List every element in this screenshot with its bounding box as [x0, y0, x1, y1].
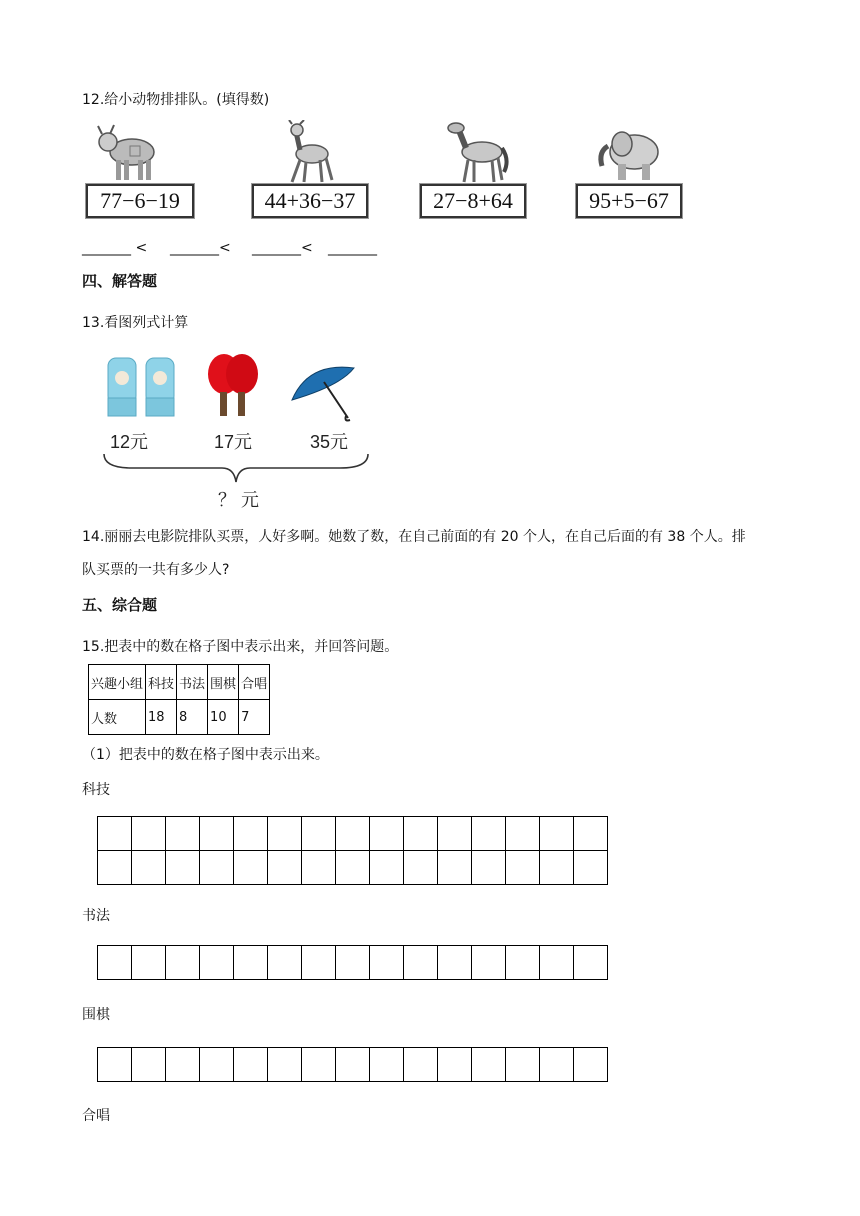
grid-cell[interactable]: [336, 946, 370, 980]
total-price: ？ 元: [218, 490, 260, 510]
grid-cell[interactable]: [234, 1048, 268, 1082]
grid-cell[interactable]: [438, 851, 472, 885]
q15-sub1: （1）把表中的数在格子图中表示出来。: [82, 747, 329, 763]
q13-title: 13.看图列式计算: [82, 315, 189, 331]
grid-cell[interactable]: [166, 1048, 200, 1082]
interest-group-table: [88, 664, 270, 735]
grid-cell[interactable]: [302, 946, 336, 980]
table-cell: 10: [208, 700, 239, 735]
q14-line1: 14.丽丽去电影院排队买票，人好多啊。她数了数，在自己前面的有 20 个人，在自己后面的有 38 个人。排: [82, 529, 746, 545]
blank-4[interactable]: _______: [328, 240, 377, 256]
table-cell: 8: [177, 700, 208, 735]
grid-cell[interactable]: [166, 851, 200, 885]
grid-cell[interactable]: [506, 817, 540, 851]
grid-cell[interactable]: [132, 851, 166, 885]
group-label-go: 围棋: [82, 1007, 110, 1023]
grid-cell[interactable]: [472, 946, 506, 980]
grid-cell[interactable]: [370, 1048, 404, 1082]
grid-cell[interactable]: [438, 817, 472, 851]
grid-cell[interactable]: [540, 1048, 574, 1082]
table-header-cell: 书法: [177, 665, 208, 700]
grid-cell[interactable]: [98, 851, 132, 885]
expr-horse: 27−8+64: [420, 184, 526, 218]
gloves-icon: [104, 354, 180, 424]
grid-cell[interactable]: [302, 1048, 336, 1082]
grid-cell[interactable]: [234, 946, 268, 980]
umbrella-icon: [288, 360, 360, 428]
grid-cell[interactable]: [472, 1048, 506, 1082]
grid-tech[interactable]: [97, 816, 608, 885]
grid-cell[interactable]: [200, 851, 234, 885]
grid-cell[interactable]: [506, 851, 540, 885]
grid-cell[interactable]: [438, 1048, 472, 1082]
grid-cell[interactable]: [370, 817, 404, 851]
grid-cell[interactable]: [268, 817, 302, 851]
table-header-row: [89, 665, 270, 700]
grid-cell[interactable]: [166, 817, 200, 851]
grid-cell[interactable]: [268, 851, 302, 885]
q12-title: 12.给小动物排排队。(填得数): [82, 92, 270, 108]
grid-cell[interactable]: [132, 1048, 166, 1082]
grid-cell[interactable]: [574, 817, 608, 851]
grid-row: [98, 817, 608, 851]
blank-2[interactable]: _______<: [170, 240, 231, 256]
deer-icon: [280, 120, 340, 190]
grid-cell[interactable]: [98, 1048, 132, 1082]
price-umbrella: 35元: [310, 432, 349, 452]
grid-cell[interactable]: [166, 946, 200, 980]
expr-deer: 44+36−37: [252, 184, 368, 218]
grid-cell[interactable]: [472, 851, 506, 885]
grid-cell[interactable]: [404, 851, 438, 885]
table-row: [89, 700, 270, 735]
goat-icon: [94, 122, 164, 188]
price-paddle: 17元: [214, 432, 253, 452]
grid-cell[interactable]: [98, 946, 132, 980]
grid-row: [98, 946, 608, 980]
price-gloves: 12元: [110, 432, 149, 452]
grid-row: [98, 851, 608, 885]
q14-line2: 队买票的一共有多少人?: [82, 562, 230, 578]
grid-row: [98, 1048, 608, 1082]
grid-cell[interactable]: [540, 946, 574, 980]
grid-cell[interactable]: [438, 946, 472, 980]
table-header-cell: 合唱: [239, 665, 270, 700]
table-cell: 18: [146, 700, 177, 735]
grid-cell[interactable]: [234, 817, 268, 851]
group-label-chorus: 合唱: [82, 1108, 110, 1124]
grid-cell[interactable]: [336, 851, 370, 885]
table-cell: 7: [239, 700, 270, 735]
elephant-icon: [594, 122, 662, 188]
pingpong-paddle-icon: [206, 350, 260, 424]
grid-cell[interactable]: [132, 946, 166, 980]
grid-cell[interactable]: [302, 817, 336, 851]
horse-icon: [446, 120, 512, 190]
grid-cell[interactable]: [234, 851, 268, 885]
grid-cell[interactable]: [302, 851, 336, 885]
grid-cell[interactable]: [472, 817, 506, 851]
blank-1[interactable]: _______ <: [82, 240, 148, 256]
grid-cell[interactable]: [98, 817, 132, 851]
grid-cell[interactable]: [200, 946, 234, 980]
group-label-tech: 科技: [82, 782, 110, 798]
group-label-calligraphy: 书法: [82, 908, 110, 924]
table-cell: 人数: [89, 700, 146, 735]
table-header-cell: 围棋: [208, 665, 239, 700]
brace-icon: [102, 452, 372, 490]
grid-cell[interactable]: [268, 946, 302, 980]
section-4-heading: 四、解答题: [82, 272, 158, 290]
grid-cell[interactable]: [200, 1048, 234, 1082]
grid-go[interactable]: [97, 1047, 608, 1082]
expr-elephant: 95+5−67: [576, 184, 682, 218]
grid-calligraphy[interactable]: [97, 945, 608, 980]
grid-cell[interactable]: [132, 817, 166, 851]
blank-3[interactable]: _______<: [252, 240, 313, 256]
grid-cell[interactable]: [336, 817, 370, 851]
grid-cell[interactable]: [540, 817, 574, 851]
grid-cell[interactable]: [268, 1048, 302, 1082]
grid-cell[interactable]: [404, 817, 438, 851]
grid-cell[interactable]: [574, 946, 608, 980]
expr-goat: 77−6−19: [86, 184, 194, 218]
grid-cell[interactable]: [506, 1048, 540, 1082]
table-header-cell: 兴趣小组: [89, 665, 146, 700]
grid-cell[interactable]: [200, 817, 234, 851]
grid-cell[interactable]: [370, 851, 404, 885]
grid-cell[interactable]: [574, 1048, 608, 1082]
grid-cell[interactable]: [506, 946, 540, 980]
table-header-cell: 科技: [146, 665, 177, 700]
grid-cell[interactable]: [404, 946, 438, 980]
section-5-heading: 五、综合题: [82, 596, 158, 614]
q15-title: 15.把表中的数在格子图中表示出来，并回答问题。: [82, 639, 399, 655]
grid-cell[interactable]: [336, 1048, 370, 1082]
grid-cell[interactable]: [540, 851, 574, 885]
grid-cell[interactable]: [370, 946, 404, 980]
grid-cell[interactable]: [404, 1048, 438, 1082]
grid-cell[interactable]: [574, 851, 608, 885]
